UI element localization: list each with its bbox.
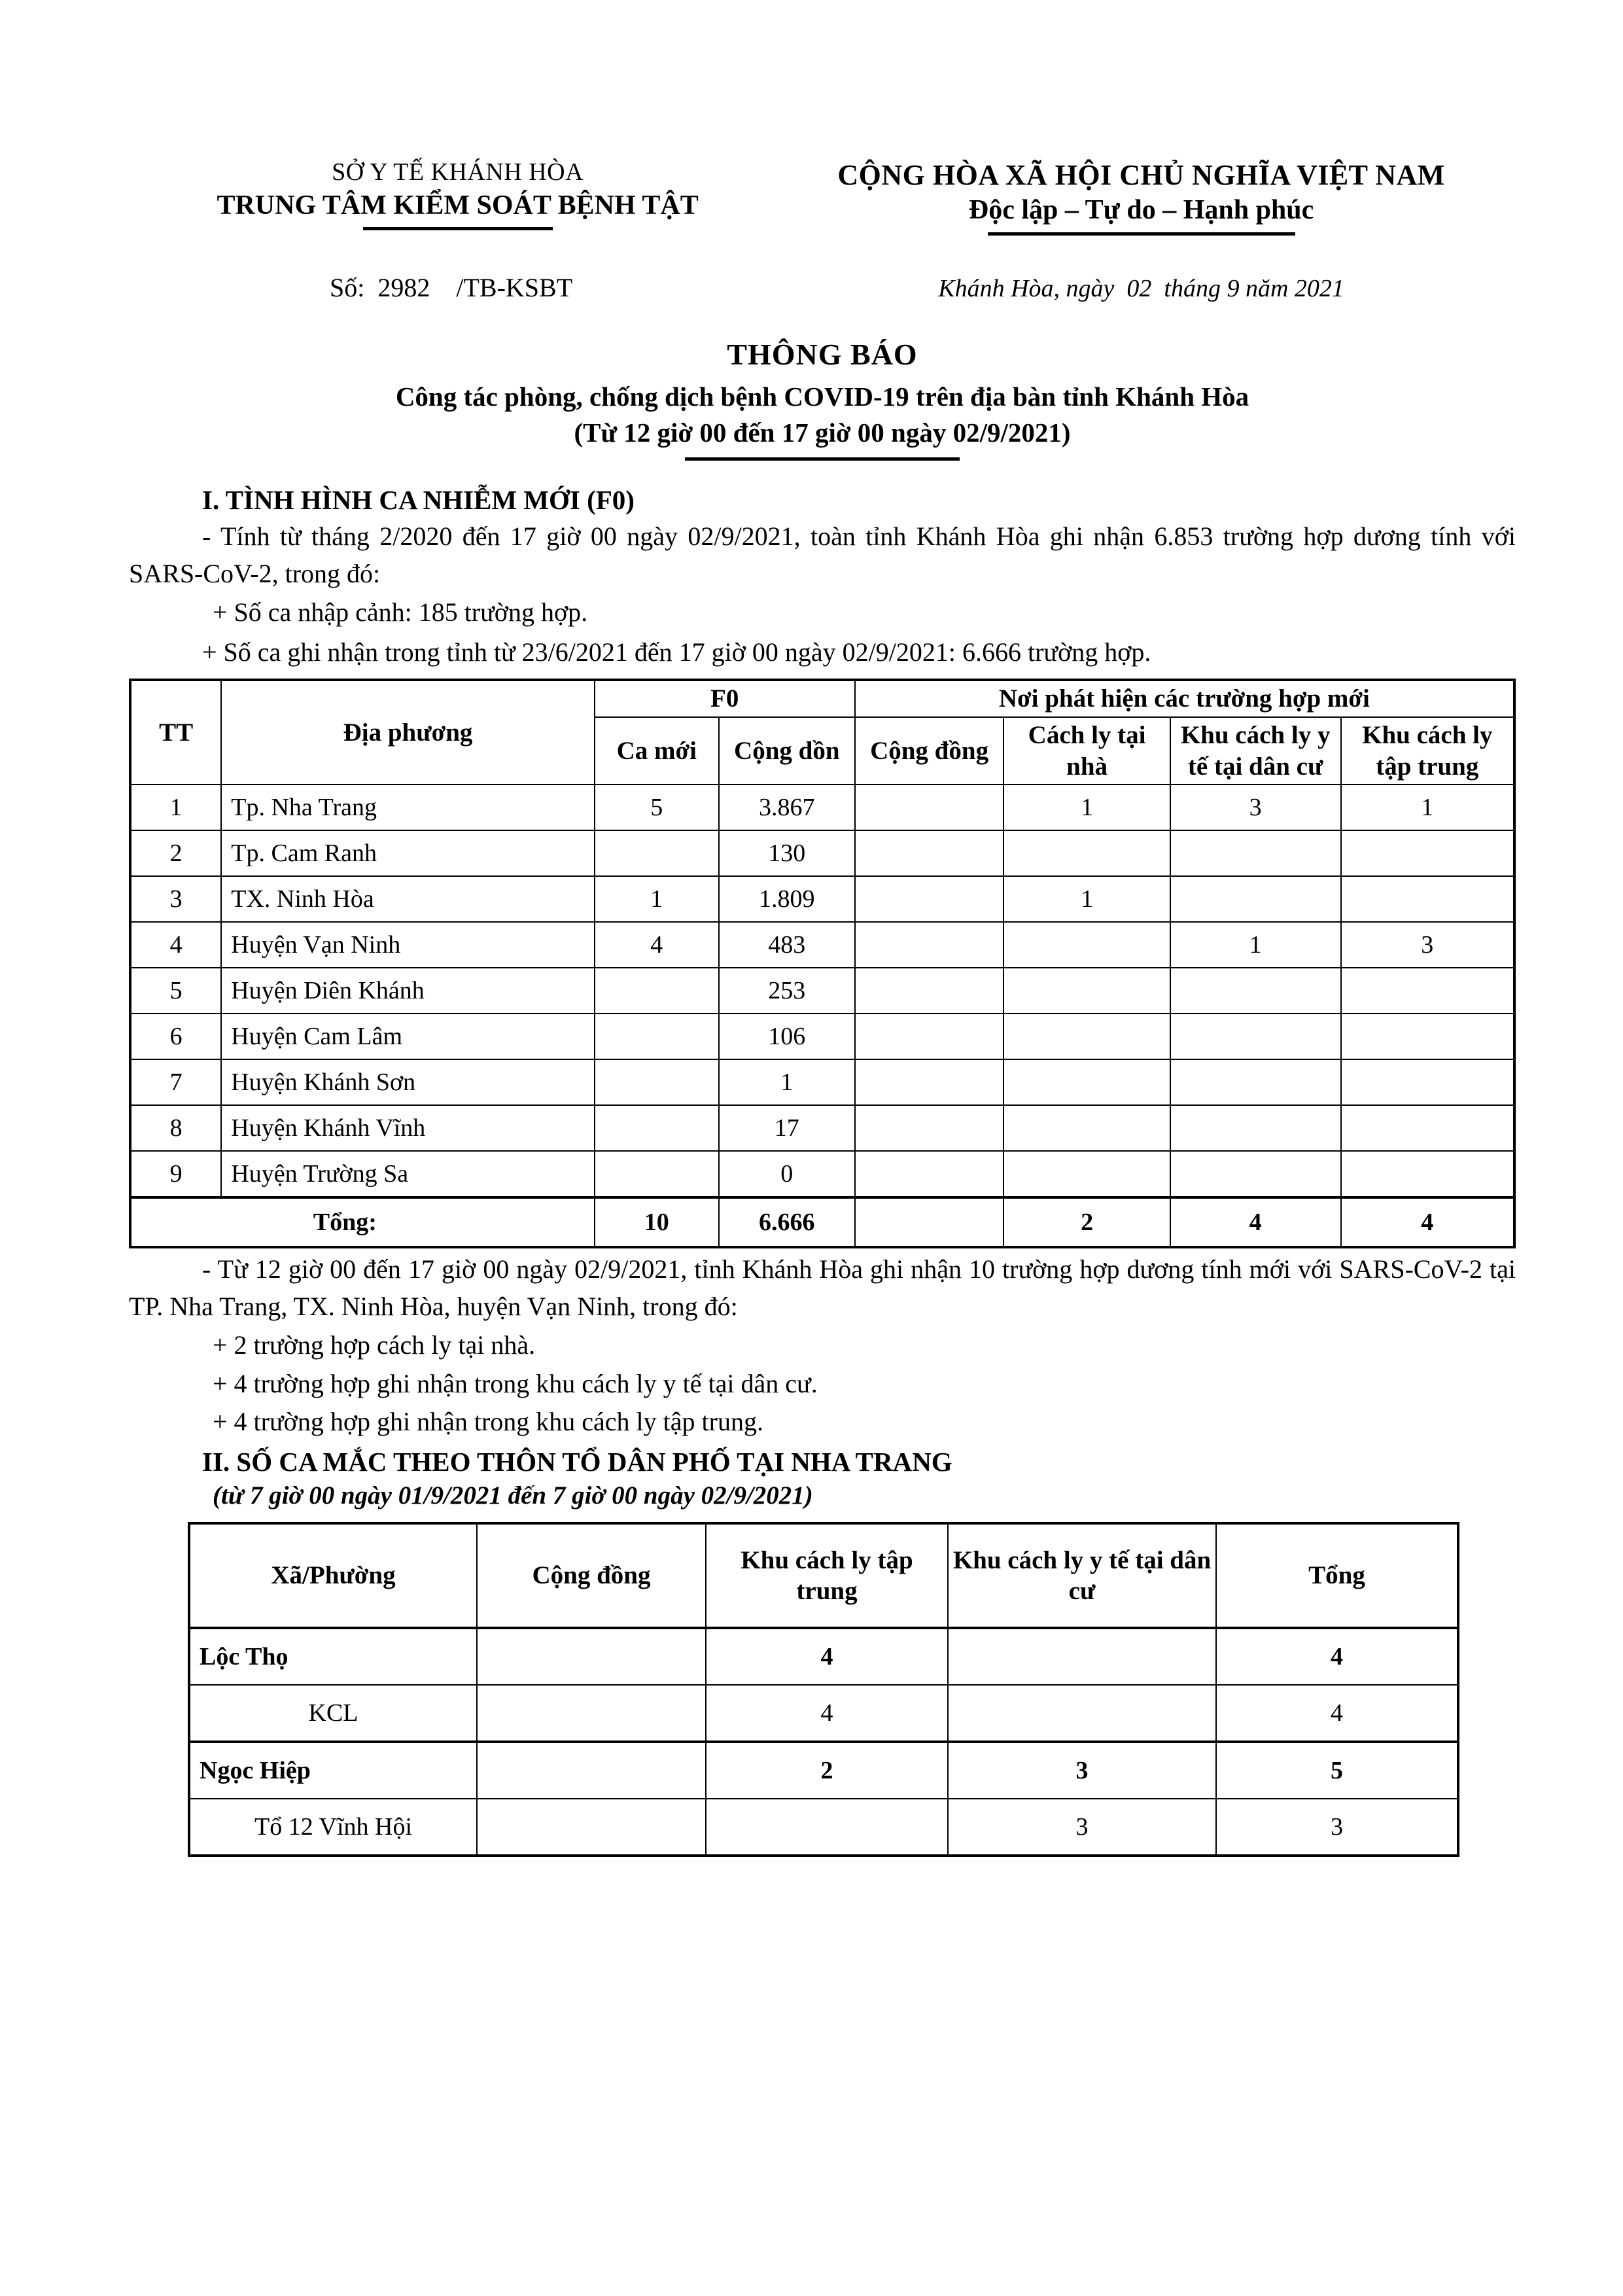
table-row: [189, 1628, 1458, 1685]
cell-cach-ly-tai-nha: 1: [1003, 876, 1170, 922]
table-row: [130, 968, 1514, 1014]
section-1-bullet-2: + Số ca ghi nhận trong tỉnh từ 23/6/2021 đến 17 giờ 00 ngày 02/9/2021: 6.666 trường hợp.: [202, 637, 1151, 667]
cell-khu-tap-trung: [1341, 876, 1514, 922]
cell-khu-y-te: 1: [1170, 922, 1341, 968]
letterhead-right-rule: [988, 232, 1295, 236]
total-khu-y-te: 4: [1170, 1197, 1341, 1247]
document-meta-line: [129, 272, 1516, 303]
cell-khu-y-te: [1170, 1105, 1341, 1151]
cell-cach-ly-tai-nha: [1003, 1151, 1170, 1197]
section-1-bullet-4: + 4 trường hợp ghi nhận trong khu cách ly y tế tại dân cư.: [213, 1368, 818, 1398]
cell-khu-tap-trung: [1341, 830, 1514, 876]
cell-khu-y-te: [1170, 830, 1341, 876]
letterhead-left-rule: [363, 227, 553, 230]
cell-khu-tap-trung: [1341, 968, 1514, 1014]
cell-ward-name: Ngọc Hiệp: [189, 1742, 477, 1799]
cell-cong-dong: [855, 968, 1004, 1014]
cell-khu-y-te: [1170, 1059, 1341, 1105]
table-total-row: [130, 1197, 1514, 1247]
section-2-heading: II. SỐ CA MẮC THEO THÔN TỔ DÂN PHỐ TẠI NHA TRANG: [202, 1447, 952, 1477]
cell-khu-tap-trung: 2: [706, 1742, 948, 1799]
cell-cach-ly-tai-nha: [1003, 1059, 1170, 1105]
cell-cong-don: 3.867: [719, 785, 855, 830]
th2-khu-cach-ly-y-te: Khu cách ly y tế tại dân cư: [948, 1523, 1216, 1628]
cell-cach-ly-tai-nha: [1003, 922, 1170, 968]
cell-locality: TX. Ninh Hòa: [221, 876, 594, 922]
cell-ward-name: Lộc Thọ: [189, 1628, 477, 1685]
cell-khu-tap-trung: [1341, 1014, 1514, 1059]
cell-ca-moi: 5: [595, 785, 719, 830]
cell-locality: Huyện Cam Lâm: [221, 1014, 594, 1059]
cell-tt: 5: [130, 968, 221, 1014]
cell-cong-dong: [477, 1799, 706, 1856]
cell-khu-y-te: [1170, 1014, 1341, 1059]
cell-tt: 9: [130, 1151, 221, 1197]
cell-khu-y-te: [1170, 876, 1341, 922]
document-title: THÔNG BÁO: [727, 337, 918, 371]
cell-khu-y-te: [948, 1685, 1216, 1742]
cell-tt: 2: [130, 830, 221, 876]
cell-cong-don: 17: [719, 1105, 855, 1151]
document-period: (Từ 12 giờ 00 đến 17 giờ 00 ngày 02/9/2021): [574, 417, 1071, 448]
th2-tong: Tổng: [1216, 1523, 1458, 1628]
cell-tong: 4: [1216, 1685, 1458, 1742]
cell-tt: 6: [130, 1014, 221, 1059]
cell-khu-y-te: [948, 1628, 1216, 1685]
cell-cong-don: 1: [719, 1059, 855, 1105]
cell-tong: 4: [1216, 1628, 1458, 1685]
table-row: [130, 876, 1514, 922]
cell-ward-name: Tổ 12 Vĩnh Hội: [189, 1799, 477, 1856]
table-row: [189, 1742, 1458, 1799]
section-1-bullet-5: + 4 trường hợp ghi nhận trong khu cách ly tập trung.: [213, 1407, 763, 1437]
section-1-bullet-3: + 2 trường hợp cách ly tại nhà.: [213, 1330, 536, 1360]
cell-cong-dong: [477, 1742, 706, 1799]
cell-locality: Huyện Khánh Vĩnh: [221, 1105, 594, 1151]
section-1-heading: I. TÌNH HÌNH CA NHIỄM MỚI (F0): [202, 485, 635, 516]
cell-tt: 1: [130, 785, 221, 830]
cell-cong-don: 0: [719, 1151, 855, 1197]
letterhead: [129, 157, 1516, 236]
cell-khu-y-te: [1170, 968, 1341, 1014]
th-khu-cach-ly-y-te: Khu cách ly y tế tại dân cư: [1170, 717, 1341, 785]
cell-ca-moi: [595, 1105, 719, 1151]
cell-ca-moi: [595, 1014, 719, 1059]
cell-locality: Huyện Khánh Sơn: [221, 1059, 594, 1105]
cell-ca-moi: 4: [595, 922, 719, 968]
table-row: [189, 1685, 1458, 1742]
cell-locality: Huyện Trường Sa: [221, 1151, 594, 1197]
cell-cong-dong: [855, 1059, 1004, 1105]
cell-khu-y-te: [1170, 1151, 1341, 1197]
cell-cong-don: 130: [719, 830, 855, 876]
cell-locality: Huyện Diên Khánh: [221, 968, 594, 1014]
table2-header-row: [189, 1523, 1458, 1628]
table-row: [130, 922, 1514, 968]
total-cong-don: 6.666: [719, 1197, 855, 1247]
cell-cong-dong: [477, 1628, 706, 1685]
cell-cach-ly-tai-nha: [1003, 830, 1170, 876]
table-row: [130, 1014, 1514, 1059]
cell-tt: 4: [130, 922, 221, 968]
cell-khu-tap-trung: [706, 1799, 948, 1856]
document-subtitle: Công tác phòng, chống dịch bệnh COVID-19 trên địa bàn tỉnh Khánh Hòa: [395, 381, 1249, 412]
th2-xa-phuong: Xã/Phường: [189, 1523, 477, 1628]
cell-cong-dong: [855, 1105, 1004, 1151]
cell-khu-y-te: 3: [948, 1799, 1216, 1856]
total-label: Tổng:: [130, 1197, 595, 1247]
table2-body: [189, 1628, 1458, 1856]
cell-khu-y-te: 3: [948, 1742, 1216, 1799]
cell-cach-ly-tai-nha: [1003, 1105, 1170, 1151]
cell-locality: Huyện Vạn Ninh: [221, 922, 594, 968]
cell-cong-dong: [477, 1685, 706, 1742]
cell-khu-y-te: 3: [1170, 785, 1341, 830]
th-ca-moi: Ca mới: [595, 717, 719, 785]
th-group-f0: F0: [595, 680, 855, 717]
cell-khu-tap-trung: [1341, 1105, 1514, 1151]
th-tt: TT: [130, 680, 221, 785]
title-block: [129, 334, 1516, 461]
cell-tt: 7: [130, 1059, 221, 1105]
country-name: CỘNG HÒA XÃ HỘI CHỦ NGHĨA VIỆT NAM: [837, 159, 1445, 191]
cell-cong-dong: [855, 785, 1004, 830]
section-2-subheading: (từ 7 giờ 00 ngày 01/9/2021 đến 7 giờ 00 ngày 02/9/2021): [213, 1481, 813, 1510]
cell-cong-dong: [855, 1014, 1004, 1059]
th-cong-don: Cộng dồn: [719, 717, 855, 785]
table1-footer: [130, 1197, 1514, 1247]
cell-khu-tap-trung: [1341, 1151, 1514, 1197]
document-number: Số: 2982 /TB-KSBT: [330, 272, 573, 302]
cell-cach-ly-tai-nha: [1003, 968, 1170, 1014]
table-row: [130, 830, 1514, 876]
cell-ca-moi: [595, 1059, 719, 1105]
table1-header-row-1: [130, 680, 1514, 717]
th-khu-cach-ly-tap-trung: Khu cách ly tập trung: [1341, 717, 1514, 785]
cell-ward-name: KCL: [189, 1685, 477, 1742]
cell-tong: 3: [1216, 1799, 1458, 1856]
cell-ca-moi: [595, 968, 719, 1014]
place-and-date: Khánh Hòa, ngày 02 tháng 9 năm 2021: [938, 274, 1344, 302]
document-content: [129, 157, 1516, 1857]
th-cong-dong: Cộng đồng: [855, 717, 1004, 785]
cell-ca-moi: [595, 1151, 719, 1197]
table-row: [189, 1799, 1458, 1856]
th-dia-phuong: Địa phương: [221, 680, 594, 785]
th2-khu-cach-ly-tap-trung: Khu cách ly tập trung: [706, 1523, 948, 1628]
cell-cong-dong: [855, 922, 1004, 968]
th-cach-ly-tai-nha: Cách ly tại nhà: [1003, 717, 1170, 785]
title-rule: [685, 457, 960, 461]
th2-cong-dong: Cộng đồng: [477, 1523, 706, 1628]
cell-locality: Tp. Cam Ranh: [221, 830, 594, 876]
issuing-authority-block: [129, 157, 767, 230]
cell-khu-tap-trung: 4: [706, 1685, 948, 1742]
cell-tt: 8: [130, 1105, 221, 1151]
department-name: SỞ Y TẾ KHÁNH HÒA: [332, 158, 584, 186]
cell-cong-don: 106: [719, 1014, 855, 1059]
cell-khu-tap-trung: 4: [706, 1628, 948, 1685]
total-cong-dong: [855, 1197, 1004, 1247]
table-cases-by-ward: [188, 1522, 1459, 1857]
cell-cach-ly-tai-nha: [1003, 1014, 1170, 1059]
cell-tt: 3: [130, 876, 221, 922]
total-khu-tap-trung: 4: [1341, 1197, 1514, 1247]
cell-cong-don: 483: [719, 922, 855, 968]
table1-body: [130, 785, 1514, 1197]
table-row: [130, 785, 1514, 830]
cell-cong-don: 253: [719, 968, 855, 1014]
cell-tong: 5: [1216, 1742, 1458, 1799]
cell-cong-dong: [855, 876, 1004, 922]
th-group-noi-phat-hien: Nơi phát hiện các trường hợp mới: [855, 680, 1514, 717]
cell-cong-don: 1.809: [719, 876, 855, 922]
section-1-paragraph-1: - Tính từ tháng 2/2020 đến 17 giờ 00 ngày 02/9/2021, toàn tỉnh Khánh Hòa ghi nhận 6.853 trường hợp dương tính với SARS-CoV-2, trong đó:: [129, 521, 1516, 589]
total-cach-ly-tai-nha: 2: [1003, 1197, 1170, 1247]
cell-cong-dong: [855, 830, 1004, 876]
cell-ca-moi: [595, 830, 719, 876]
cell-ca-moi: 1: [595, 876, 719, 922]
national-motto: Độc lập – Tự do – Hạnh phúc: [968, 195, 1314, 225]
table-row: [130, 1059, 1514, 1105]
total-ca-moi: 10: [595, 1197, 719, 1247]
section-1-paragraph-2: - Từ 12 giờ 00 đến 17 giờ 00 ngày 02/9/2021, tỉnh Khánh Hòa ghi nhận 10 trường hợp dương tính mới với SARS-CoV-2 tại TP. Nha Trang, TX. Ninh Hòa, huyện Vạn Ninh, trong đó:: [129, 1254, 1516, 1321]
cell-khu-tap-trung: 1: [1341, 785, 1514, 830]
table-cases-by-locality: [129, 679, 1516, 1248]
table-row: [130, 1151, 1514, 1197]
cell-khu-tap-trung: [1341, 1059, 1514, 1105]
cell-locality: Tp. Nha Trang: [221, 785, 594, 830]
national-heading-block: [767, 157, 1516, 236]
cell-khu-tap-trung: 3: [1341, 922, 1514, 968]
section-1-bullet-1: + Số ca nhập cảnh: 185 trường hợp.: [213, 597, 588, 627]
table-row: [130, 1105, 1514, 1151]
cell-cong-dong: [855, 1151, 1004, 1197]
center-name: TRUNG TÂM KIỂM SOÁT BỆNH TẬT: [217, 190, 699, 221]
cell-cach-ly-tai-nha: 1: [1003, 785, 1170, 830]
